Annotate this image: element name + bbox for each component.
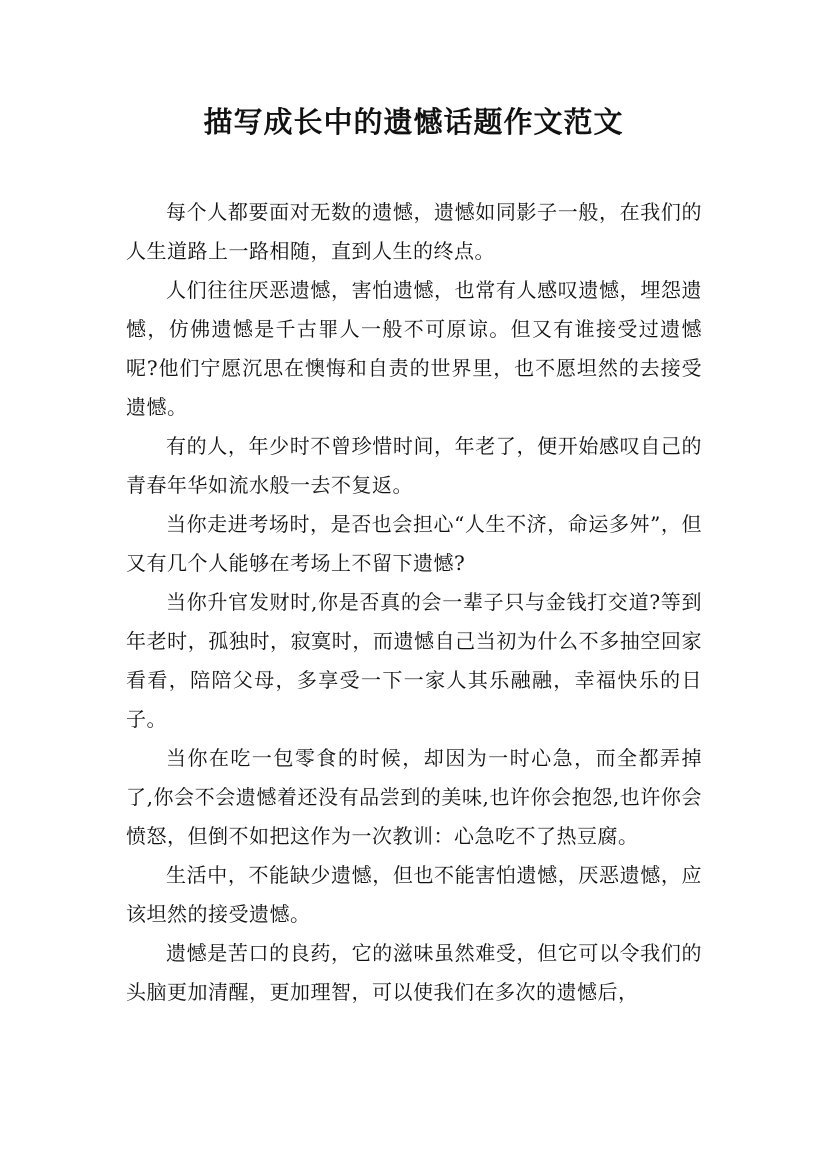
paragraph-3: 有的人，年少时不曾珍惜时间，年老了，便开始感叹自己的青春年华如流水般一去不复返。: [126, 434, 702, 497]
paragraph-8: 遗憾是苦口的良药，它的滋味虽然难受，但它可以令我们的头脑更加清醒，更加理智，可以使我们在多次的遗憾后，: [126, 941, 702, 1004]
paragraph-4: 当你走进考场时，是否也会担心“人生不济，命运多舛”，但又有几个人能够在考场上不留下遗憾?: [126, 512, 702, 575]
paragraph-7: 生活中，不能缺少遗憾，但也不能害怕遗憾，厌恶遗憾，应该坦然的接受遗憾。: [126, 863, 702, 926]
paragraph-6: 当你在吃一包零食的时候，却因为一时心急，而全都弄掉了,你会不会遗憾着还没有品尝到的美味,也许你会抱怨,也许你会愤怒，但倒不如把这作为一次教训：心急吃不了热豆腐。: [126, 746, 702, 848]
document-title: 描写成长中的遗憾话题作文范文: [203, 105, 624, 139]
document-body: [126, 193, 702, 1012]
paragraph-5: 当你升官发财时,你是否真的会一辈子只与金钱打交道?等到年老时，孤独时，寂寞时，而遗憾自己当初为什么不多抽空回家看看，陪陪父母，多享受一下一家人其乐融融，幸福快乐的日子。: [126, 590, 702, 731]
paragraph-2: 人们往往厌恶遗憾，害怕遗憾，也常有人感叹遗憾，埋怨遗憾，仿佛遗憾是千古罪人一般不可原谅。但又有谁接受过遗憾呢?他们宁愿沉思在懊悔和自责的世界里，也不愿坦然的去接受遗憾。: [126, 278, 702, 419]
paragraph-1: 每个人都要面对无数的遗憾，遗憾如同影子一般，在我们的人生道路上一路相随，直到人生的终点。: [126, 200, 702, 263]
